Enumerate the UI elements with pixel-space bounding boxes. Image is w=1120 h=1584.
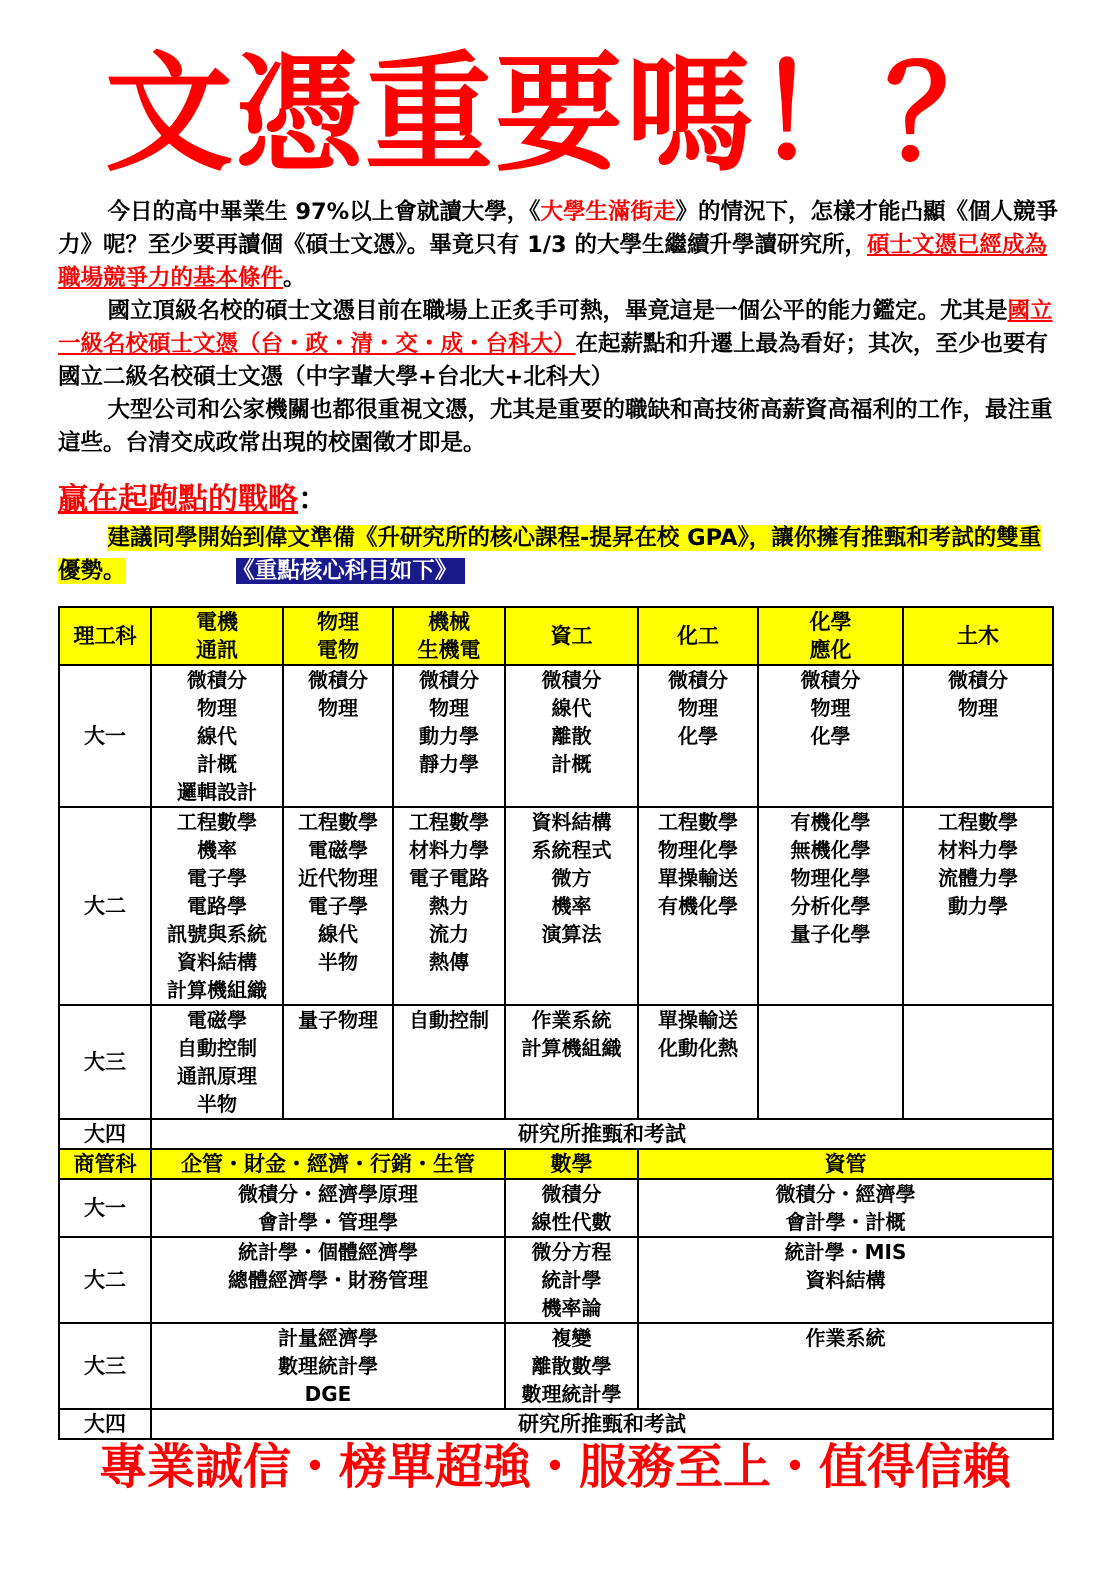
page-title: 文憑重要嗎！？ (104, 40, 1015, 189)
footer-slogan: 專業誠信・榜單超強・服務至上・值得信賴 (98, 1439, 1011, 1495)
table-row (59, 1323, 1053, 1409)
course-cell-line: 微積分 (541, 668, 602, 692)
course-cell-line: 靜力學 (419, 752, 479, 776)
engineering-label-line: 理工科 (73, 624, 137, 648)
course-cell-line: 工程數學 (938, 810, 1018, 834)
course-cell-line: 數理統計學 (521, 1382, 622, 1406)
course-cell-line: 微積分 (419, 668, 479, 692)
year-label (59, 807, 151, 1005)
course-cell-line: 無機化學 (790, 838, 871, 862)
course-cell-line: 計概 (551, 752, 592, 776)
intro-p1-text-c: 。 (283, 265, 306, 291)
course-cell (151, 1179, 505, 1237)
intro-p1-text-b: 》的情況下，怎樣才能凸顯《個人競爭力》呢？至少要再讀個《碩士文憑》。畢竟只有 1/3 的大學生繼續升學讀研究所， (58, 199, 1058, 258)
course-cell-line: 物理 (197, 696, 237, 720)
course-cell-line: 會計學・管理學 (258, 1210, 398, 1234)
course-cell-line: 微積分 (541, 1182, 602, 1206)
strategy-advice-text: 建議同學開始到偉文準備《升研究所的核心課程-提昇在校 GPA》，讓你擁有推甄和考試的雙重優勢。 (58, 525, 1042, 584)
course-cell-line: 微積分・經濟學原理 (238, 1182, 418, 1206)
year-label (59, 1179, 151, 1237)
course-cell-line: 離散數學 (531, 1354, 612, 1378)
engineering-column-header (151, 607, 283, 665)
year-label-line: 大三 (84, 1050, 126, 1074)
course-cell-line: 量子化學 (790, 922, 871, 946)
engineering-column-header (903, 607, 1053, 665)
course-cell-line: 作業系統 (531, 1008, 612, 1032)
course-cell-line: 動力學 (948, 894, 1008, 918)
course-cell-line: 線性代數 (531, 1210, 612, 1234)
course-cell-line: 通訊原理 (177, 1064, 257, 1088)
intro-p1-text-a: 今日的高中畢業生 97%以上會就讀大學，《 (107, 199, 541, 225)
year-label-line: 大二 (84, 1268, 126, 1292)
course-cell-line: 材料力學 (938, 838, 1018, 862)
course-cell-line: 近代物理 (298, 866, 378, 890)
engineering-column-header-line: 電物 (317, 638, 359, 662)
course-cell-line: 物理化學 (658, 838, 738, 862)
intro-p2-underlined: 國立一級名校碩士文憑（台・政・清・交・成・台科大） (58, 298, 1053, 357)
course-cell-line: 計量經濟學 (278, 1326, 378, 1350)
course-cell-line: 微分方程 (531, 1240, 612, 1264)
intro-p2-text-b: 在起薪點和升遷上最為看好；其次，至少也要有國立二級名校碩士文憑（中字輩大學+台北大+北科大） (58, 331, 1049, 390)
course-cell (638, 1237, 1053, 1323)
course-cell-line: 機率 (551, 894, 592, 918)
course-cell-line: 演算法 (541, 922, 602, 946)
course-cell-line: 複變 (551, 1326, 592, 1350)
course-cell (505, 1179, 638, 1237)
year-label-line: 大四 (84, 1412, 126, 1436)
business-column-header (638, 1149, 1053, 1179)
year-label-line: 大二 (84, 894, 126, 918)
course-cell-line: 離散 (551, 724, 592, 748)
course-cell-line: 統計學・個體經濟學 (238, 1240, 418, 1264)
business-column-header (151, 1149, 505, 1179)
course-cell (393, 1005, 505, 1119)
course-cell (283, 665, 393, 807)
business-section (59, 1149, 1053, 1439)
course-cell-line: 微積分 (948, 668, 1008, 692)
engineering-column-header (505, 607, 638, 665)
course-cell-line: 單操輸送 (658, 866, 738, 890)
course-cell-line: 熱傳 (429, 950, 469, 974)
senior-year-cell-line: 研究所推甄和考試 (518, 1412, 686, 1436)
course-cell-line: 系統程式 (531, 838, 612, 862)
course-cell-line: 有機化學 (790, 810, 871, 834)
course-cell (758, 1005, 903, 1119)
course-cell-line: 線代 (551, 696, 592, 720)
course-cell (505, 1323, 638, 1409)
course-cell-line: 動力學 (419, 724, 479, 748)
year-label (59, 665, 151, 807)
course-cell (638, 665, 758, 807)
table-row (59, 1237, 1053, 1323)
course-cell-line: 物理 (318, 696, 358, 720)
engineering-column-header (393, 607, 505, 665)
course-cell-line: 自動控制 (409, 1008, 489, 1032)
engineering-column-header (638, 607, 758, 665)
strategy-heading-colon: ： (298, 482, 328, 517)
course-cell-line: 線代 (197, 724, 237, 748)
engineering-column-header-line: 物理 (317, 610, 359, 634)
course-cell-line: 統計學 (541, 1268, 602, 1292)
year-label (59, 1237, 151, 1323)
engineering-column-header-line: 資工 (550, 624, 593, 648)
course-cell-line: 電磁學 (308, 838, 368, 862)
course-cell (638, 1005, 758, 1119)
senior-year-cell (151, 1119, 1053, 1149)
course-cell-line: 工程數學 (177, 810, 257, 834)
course-cell (903, 807, 1053, 1005)
course-cell-line: 工程數學 (298, 810, 378, 834)
course-cell (283, 807, 393, 1005)
course-cell (393, 807, 505, 1005)
course-cell-line: 流力 (429, 922, 469, 946)
course-cell (638, 807, 758, 1005)
engineering-column-header (758, 607, 903, 665)
course-cell-line: 電磁學 (187, 1008, 247, 1032)
course-cell (151, 807, 283, 1005)
engineering-section (59, 607, 1053, 1149)
course-cell-line: DGE (304, 1382, 352, 1406)
course-cell-line: 物理 (429, 696, 469, 720)
engineering-column-header-line: 生機電 (417, 638, 481, 662)
year-label (59, 1323, 151, 1409)
strategy-advice (58, 522, 1058, 588)
course-cell-line: 總體經濟學・財務管理 (228, 1268, 428, 1292)
course-cell-line: 計概 (197, 752, 237, 776)
course-cell (903, 1005, 1053, 1119)
engineering-column-header (283, 607, 393, 665)
engineering-column-header-line: 土木 (957, 624, 999, 648)
business-label-line: 商管科 (73, 1152, 137, 1176)
course-cell (151, 1237, 505, 1323)
course-cell-line: 物理 (958, 696, 998, 720)
business-column-header (505, 1149, 638, 1179)
business-header-row (59, 1149, 1053, 1179)
course-cell-line: 單操輸送 (658, 1008, 738, 1032)
business-column-header-line: 資管 (824, 1152, 867, 1176)
engineering-header-row (59, 607, 1053, 665)
course-cell-line: 作業系統 (805, 1326, 886, 1350)
course-cell-line: 機率 (197, 838, 237, 862)
year-label-line: 大一 (84, 724, 126, 748)
senior-year-cell-line: 研究所推甄和考試 (518, 1122, 686, 1146)
intro-text (58, 196, 1058, 460)
core-subjects-table (58, 606, 1054, 1440)
strategy-heading (58, 480, 328, 520)
course-cell-line: 會計學・計概 (785, 1210, 906, 1234)
course-cell-line: 工程數學 (409, 810, 489, 834)
course-cell (505, 807, 638, 1005)
course-cell-line: 材料力學 (409, 838, 489, 862)
year-label-line: 大四 (84, 1122, 126, 1146)
course-cell (151, 1323, 505, 1409)
course-cell-line: 流體力學 (938, 866, 1018, 890)
intro-p2-text-a: 國立頂級名校的碩士文憑目前在職場上正炙手可熱，畢竟這是一個公平的能力鑑定。尤其是 (107, 298, 1008, 324)
course-cell-line: 線代 (318, 922, 358, 946)
course-cell-line: 工程數學 (658, 810, 738, 834)
year-label (59, 1119, 151, 1149)
course-cell-line: 半物 (318, 950, 358, 974)
course-cell (151, 665, 283, 807)
table-row (59, 1179, 1053, 1237)
intro-paragraph-2 (58, 295, 1058, 394)
course-cell-line: 微積分 (800, 668, 861, 692)
engineering-column-header-line: 應化 (809, 638, 852, 662)
course-cell-line: 機率論 (541, 1296, 602, 1320)
course-cell-line: 化動化熱 (658, 1036, 738, 1060)
course-cell-line: 計算機組織 (167, 978, 267, 1002)
course-cell (638, 1179, 1053, 1237)
course-cell (505, 1005, 638, 1119)
intro-p1-underlined: 碩士文憑已經成為職場競爭力的基本條件 (58, 232, 1047, 291)
course-cell (505, 665, 638, 807)
table-row (59, 807, 1053, 1005)
engineering-column-header-line: 電機 (196, 610, 238, 634)
engineering-label (59, 607, 151, 665)
course-cell-line: 微積分 (187, 668, 247, 692)
course-cell-line: 熱力 (429, 894, 469, 918)
table-row (59, 665, 1053, 807)
course-cell-line: 量子物理 (298, 1008, 378, 1032)
course-cell-line: 物理 (810, 696, 851, 720)
table-row (59, 1119, 1053, 1149)
course-cell-line: 電子電路 (409, 866, 489, 890)
engineering-column-header-line: 機械 (428, 610, 470, 634)
year-label-line: 大三 (84, 1354, 126, 1378)
course-cell-line: 電子學 (308, 894, 368, 918)
engineering-column-header-line: 化工 (677, 624, 719, 648)
course-cell-line: 分析化學 (790, 894, 871, 918)
intro-p1-highlight: 大學生滿街走 (540, 199, 676, 225)
course-cell-line: 訊號與系統 (167, 922, 267, 946)
course-cell-line: 微積分 (668, 668, 728, 692)
business-column-header-line: 數學 (550, 1152, 593, 1176)
course-cell (505, 1237, 638, 1323)
course-cell (393, 665, 505, 807)
business-label (59, 1149, 151, 1179)
course-cell-line: 邏輯設計 (177, 780, 257, 804)
engineering-column-header-line: 通訊 (196, 638, 238, 662)
course-cell (758, 807, 903, 1005)
course-cell-line: 統計學・MIS (784, 1240, 907, 1264)
course-cell (151, 1005, 283, 1119)
business-column-header-line: 企管・財金・經濟・行銷・生管 (181, 1152, 475, 1176)
course-cell-line: 資料結構 (805, 1268, 886, 1292)
course-cell (758, 665, 903, 807)
strategy-heading-text: 贏在起跑點的戰略 (58, 482, 298, 517)
course-cell (283, 1005, 393, 1119)
course-cell-line: 資料結構 (177, 950, 257, 974)
intro-paragraph-3: 大型公司和公家機關也都很重視文憑，尤其是重要的職缺和高技術高薪資高福利的工作，最注重這些。台清交成政常出現的校園徵才即是。 (58, 397, 1053, 456)
course-cell-line: 微積分・經濟學 (775, 1182, 916, 1206)
course-cell (903, 665, 1053, 807)
course-cell-line: 半物 (197, 1092, 237, 1116)
course-cell-line: 微積分 (308, 668, 368, 692)
core-subjects-badge: 《重點核心科目如下》 (236, 558, 466, 584)
course-cell-line: 化學 (678, 724, 718, 748)
table-row (59, 1005, 1053, 1119)
course-cell (638, 1323, 1053, 1409)
course-cell-line: 化學 (810, 724, 851, 748)
course-cell-line: 有機化學 (658, 894, 738, 918)
year-label-line: 大一 (84, 1196, 126, 1220)
course-cell-line: 物理 (678, 696, 718, 720)
course-cell-line: 資料結構 (531, 810, 612, 834)
course-cell-line: 電子學 (187, 866, 247, 890)
course-cell-line: 計算機組織 (521, 1036, 622, 1060)
course-cell-line: 數理統計學 (278, 1354, 378, 1378)
engineering-column-header-line: 化學 (809, 610, 852, 634)
course-cell-line: 電路學 (187, 894, 247, 918)
course-cell-line: 自動控制 (177, 1036, 257, 1060)
intro-paragraph-1 (58, 196, 1058, 295)
course-cell-line: 物理化學 (790, 866, 871, 890)
year-label (59, 1005, 151, 1119)
course-cell-line: 微方 (551, 866, 592, 890)
